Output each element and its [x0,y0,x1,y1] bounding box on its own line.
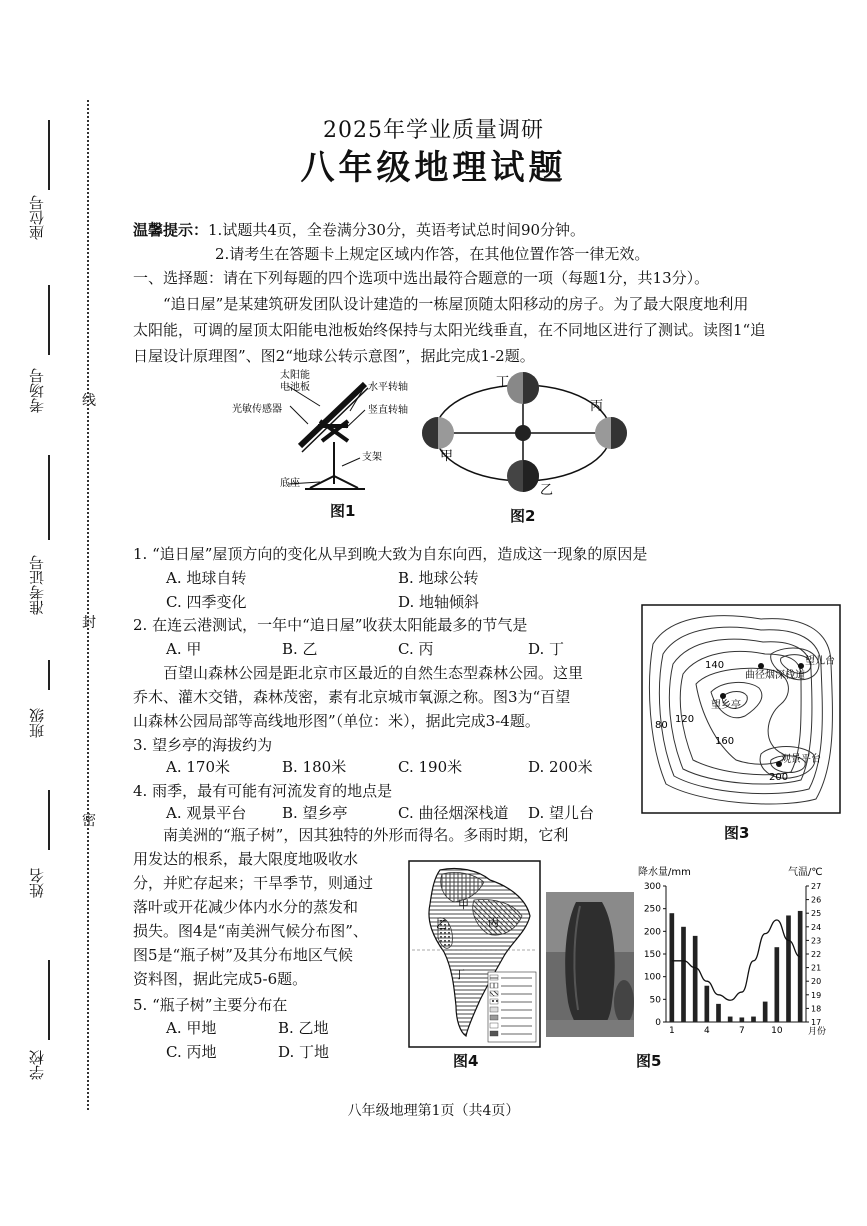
precip-bar [775,947,780,1022]
notice-line1 [133,218,585,242]
class-label: 班级 [28,708,46,738]
q3-option-c: C. 190米 [398,758,463,776]
class-blank [48,660,50,690]
fig3-pavilion-label: 望乡亭 [711,700,741,711]
fig5-caption: 图5 [636,1052,662,1070]
intro3-line4: 落叶或开花减少体内水分的蒸发和 [133,898,359,916]
y2-tick-label: 19 [811,990,822,1000]
q5-option-d: D. 丁地 [278,1043,330,1061]
school-label: 学校 [28,1050,46,1080]
precip-bar [763,1002,768,1022]
fig3-contour-140: 140 [705,660,725,671]
precip-bar [751,1017,756,1022]
q1-option-d: D. 地轴倾斜 [398,593,480,611]
y2-tick-label: 26 [811,895,822,905]
y-tick-label: 0 [655,1018,661,1028]
pavilion-marker [720,693,726,699]
q4-option-b: B. 望乡亭 [282,804,348,822]
fig1-caption: 图1 [330,502,356,520]
q5-option-a: A. 甲地 [166,1019,217,1037]
intro1-line3: 日屋设计原理图”、图2“地球公转示意图”，据此完成1-2题。 [133,347,535,365]
q4-option-c: C. 曲径烟深栈道 [398,804,509,822]
fig5-temp-label: 气温/℃ [788,867,823,878]
fig4-yi-label: 乙 [436,918,447,931]
q3-stem: 3. 望乡亭的海拔约为 [133,736,273,754]
precip-bar [740,1017,745,1022]
q1-option-b: B. 地球公转 [398,569,479,587]
fig5-month-label: 月份 [808,1027,827,1037]
path-marker [758,663,764,669]
precip-bar [728,1017,733,1022]
q4-option-a: A. 观景平台 [166,804,247,822]
name-label: 姓名 [28,868,46,898]
q5-option-b: B. 乙地 [278,1019,329,1037]
y-tick-label: 250 [643,904,661,915]
precip-bar [693,936,698,1022]
fig3-wangertai-label: 望儿台 [805,656,835,667]
year-title: 2025年学业质量调研 [323,118,544,143]
fig2-jia-label: 甲 [440,449,454,464]
y2-tick-label: 18 [811,1004,822,1014]
fig1-base-label: 底座 [280,478,300,489]
fig4-ding-label: 丁 [454,968,465,981]
q1-option-c: C. 四季变化 [166,593,247,611]
fig4-legend [488,972,536,1042]
y2-tick-label: 24 [811,922,822,932]
fig3-contour-80: 80 [655,720,668,731]
line-mark: 线 [82,393,96,409]
figure1-diagram [230,366,420,496]
earth-bing-icon [595,417,627,449]
earth-jia-icon [422,417,454,449]
intro1-line1: “追日屋”是某建筑研发团队设计建造的一栋屋顶随太阳移动的房子。为了最大限度地利用 [163,295,749,313]
q3-option-a: A. 170米 [166,758,230,776]
q2-option-d: D. 丁 [528,640,565,658]
exam-title: 八年级地理试题 [300,148,567,188]
earth-ding-icon [507,372,539,404]
exam-room-label: 考场号 [28,368,46,413]
q2-option-a: A. 甲 [166,640,202,658]
earth-yi-icon [507,460,539,492]
fig3-caption: 图3 [724,824,750,842]
admission-blank [48,455,50,540]
fig5-precip-label: 降水量/mm [638,867,691,878]
x-tick-label: 4 [703,1026,710,1036]
name-blank [48,790,50,850]
precip-bar [705,986,710,1022]
y2-tick-label: 23 [811,936,822,946]
q2-stem: 2. 在连云港测试，一年中“追日屋”收获太阳能最多的节气是 [133,616,528,634]
precip-bar [786,915,791,1022]
fig2-bing-label: 丙 [590,399,604,414]
q5-stem: 5. “瓶子树”主要分布在 [133,996,288,1014]
y-tick-label: 150 [643,950,661,960]
school-blank [48,960,50,1040]
fig3-contour-120: 120 [675,714,695,725]
q2-option-c: C. 丙 [398,640,434,658]
y2-tick-label: 21 [811,963,822,973]
precip-bar [798,911,803,1022]
sun-icon [515,425,531,441]
y-tick-label: 200 [643,927,661,938]
intro3-line7: 资料图，据此完成5-6题。 [133,970,308,988]
y2-tick-label: 20 [811,977,822,987]
notice-line2: 2.请考生在答题卡上规定区域内作答，在其他位置作答一律无效。 [215,245,650,263]
figure3-contour-map [641,604,841,814]
y2-tick-label: 25 [811,909,822,919]
admission-label: 准考证号 [28,555,46,615]
figure4-climate-map [408,860,541,1048]
precip-bar [670,913,675,1022]
y-tick-label: 100 [643,972,661,983]
x-tick-label: 7 [738,1026,745,1036]
y-tick-label: 300 [643,882,661,892]
q5-option-c: C. 丙地 [166,1043,217,1061]
bottle-tree-photo [546,892,634,1037]
fig3-path-label: 曲径烟深栈道 [745,670,805,681]
x-tick-label: 10 [771,1026,783,1036]
fig1-panel-label: 太阳能 [280,370,310,381]
q4-stem: 4. 雨季，最有可能有河流发育的地点是 [133,782,393,800]
figure5-climate-chart [636,862,836,1042]
intro3-line1: 南美洲的“瓶子树”，因其独特的外形而得名。多雨时期，它利 [163,826,569,844]
figure2-diagram [420,368,630,498]
fig3-contour-200: 200 [769,772,789,783]
precip-bar [681,927,686,1022]
fig4-jia-label: 甲 [458,898,469,911]
x-tick-label: 1 [668,1026,675,1036]
y2-tick-label: 22 [811,950,822,959]
fig4-bing-label: 丙 [488,916,499,929]
seal-mark: 封 [82,615,96,631]
q1-stem: 1. “追日屋”屋顶方向的变化从早到晚大致为自东向西，造成这一现象的原因是 [133,545,648,563]
notice-text1: 1.试题共4页，全卷满分30分，英语考试总时间90分钟。 [208,221,586,239]
y-tick-label: 50 [649,995,661,1006]
intro3-line2: 用发达的根系，最大限度地吸收水 [133,850,359,868]
fig3-platform-label: 观景平台 [781,754,821,765]
fig5-temp-line [672,920,800,1000]
intro3-line3: 分，并贮存起来；干旱季节，则通过 [133,874,374,892]
binding-dotted-line [87,100,89,1110]
secret-mark: 密 [82,813,96,829]
intro1-line2: 太阳能，可调的屋顶太阳能电池板始终保持与太阳光线垂直，在不同地区进行了测试。读图1“追 [133,321,766,339]
q3-option-b: B. 180米 [282,758,347,776]
q3-option-d: D. 200米 [528,758,593,776]
notice-label: 温馨提示： [133,221,209,239]
y2-tick-label: 27 [811,882,822,891]
exam-room-blank [48,285,50,355]
fig2-caption: 图2 [510,507,536,525]
fig3-contour-160: 160 [715,736,735,747]
y2-tick-label: 17 [811,1018,822,1027]
fig1-panel-label2: 电池板 [280,382,310,393]
intro3-line6: 图5是“瓶子树”及其分布地区气候 [133,946,353,964]
intro2-line2: 乔木、灌木交错，森林茂密，素有北京城市氧源之称。图3为“百望 [133,688,571,706]
wangertai-marker [798,663,804,669]
page-footer: 八年级地理第1页（共4页） [347,1103,520,1119]
intro2-line1: 百望山森林公园是距北京市区最近的自然生态型森林公园。这里 [163,664,584,682]
q4-option-d: D. 望儿台 [528,804,595,822]
q2-option-b: B. 乙 [282,640,318,658]
fig2-yi-label: 乙 [540,483,554,498]
fig1-h-axis-label: 水平转轴 [368,382,408,393]
precip-bar [716,1004,721,1022]
section-heading: 一、选择题：请在下列每题的四个选项中选出最符合题意的一项（每题1分，共13分）。 [133,269,710,287]
fig1-stand-label: 支架 [362,452,382,463]
seat-label: 座位号 [28,195,46,240]
fig4-caption: 图4 [453,1052,479,1070]
q1-option-a: A. 地球自转 [166,569,247,587]
fig1-v-axis-label: 竖直转轴 [368,405,408,416]
temp-curve [672,920,800,1000]
intro2-line3: 山森林公园局部等高线地形图”（单位：米），据此完成3-4题。 [133,712,540,730]
fig1-sensor-label: 光敏传感器 [232,404,282,415]
fig2-ding-label: 丁 [496,375,510,390]
intro3-line5: 损失。图4是“南美洲气候分布图”、 [133,922,368,940]
